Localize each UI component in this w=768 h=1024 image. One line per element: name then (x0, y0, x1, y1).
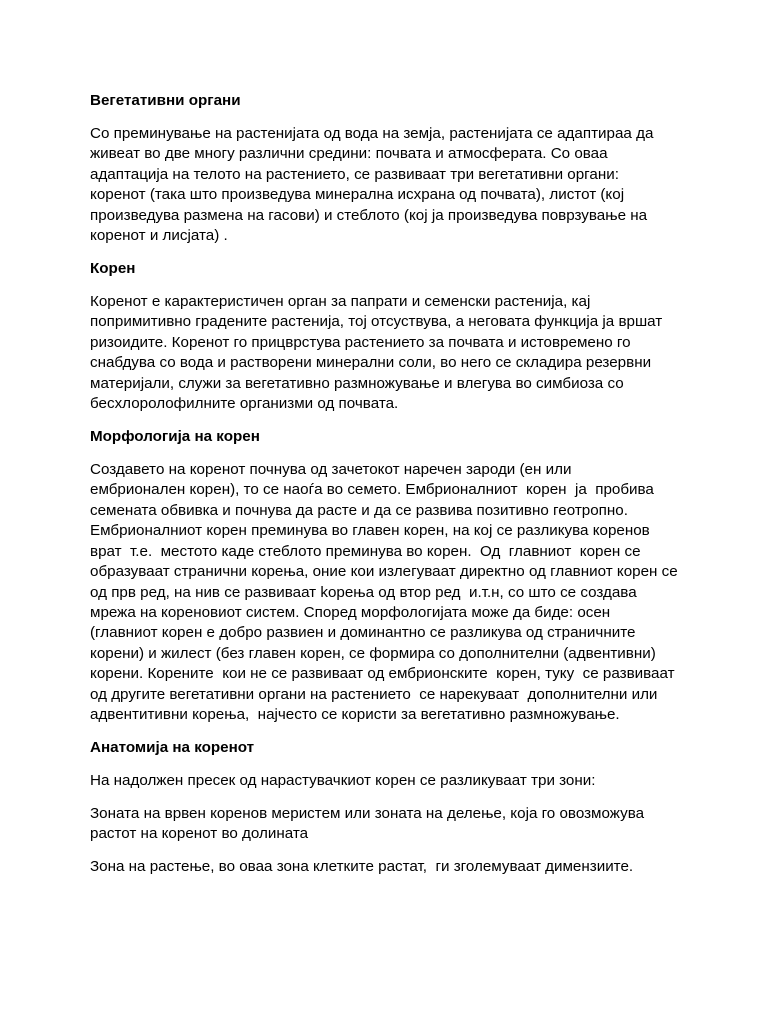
section-heading: Морфологија на корен (90, 428, 260, 446)
text-line: Зона на растење, во оваа зона клетките растат, ги зголемуваат димензиите. (90, 858, 634, 876)
text-line: корени. Корените кои не се развиваат од ембрионските корен, туку се развиваат (90, 665, 675, 683)
text-line: материјали, служи за вегетативно размножување и влегува во симбиоза со (90, 374, 624, 392)
paragraph (90, 460, 682, 725)
text-line: врат т.е. местото каде стеблото преминува во корен. Од главниот корен се (90, 542, 641, 560)
section-root-morphology (90, 427, 682, 725)
text-line: растот на коренот во долината (90, 825, 309, 843)
paragraph (90, 857, 682, 877)
text-line: Создаветo на коренот почнува од зачетокот наречен зароди (ен или (90, 461, 572, 479)
text-line: од другите вегетативни органи на растението се нарекуваат дополнителни или (90, 685, 658, 703)
section-heading: Вегетативни органи (90, 92, 241, 109)
paragraph (90, 804, 682, 845)
text-line: образуваат странични корења, оние кои излегуваат директно од главниот корен се (90, 563, 678, 581)
text-line: ризоидите. Коренот го прицврстува растението за почвата и истовремено го (90, 333, 631, 351)
text-line: бесхлоролофилните организми од почвата. (90, 395, 399, 413)
paragraph (90, 292, 682, 414)
paragraph (90, 771, 682, 791)
text-line: корени) и жилест (без главен корен, се формира со дополнителни (адвентивни) (90, 644, 656, 662)
text-line: коренот (така што произведува минерална исхрана од почвата), листот (кој (90, 186, 625, 204)
section-vegetative-organs (90, 91, 682, 246)
paragraph (90, 124, 682, 246)
text-line: семената обвивка и почнува да расте и да се развива позитивно геотропно. (90, 501, 628, 519)
section-heading: Корен (90, 260, 136, 278)
text-line: адаптација на телото на растението, се развиваат три вегетативни органи: (90, 165, 619, 183)
section-root-anatomy (90, 738, 682, 878)
text-line: мрежа на кореновиот систем. Според морфологијата може да биде: осен (90, 603, 611, 621)
text-line: адвентитивни корења, најчесто се користи за вегетативно размножување. (90, 705, 620, 723)
section-root (90, 259, 682, 414)
text-line: (главниот корен е добро развиен и доминантно се разликува од страничните (90, 624, 636, 642)
text-line: ембрионален корен), то се наоѓа во семето. Ембрионалниот корен ја пробива (90, 481, 654, 499)
section-heading: Анатомија на коренот (90, 738, 255, 756)
text-line: попримитивно градените растенија, тој отсуствува, а неговата функција ја вршат (90, 313, 663, 331)
text-line: снабдува со вода и растворени минерални соли, во него се складира резервни (90, 354, 652, 372)
text-line: Коренот е карактеристичен орган за папрати и семенски растенија, кај (90, 293, 591, 311)
text-line: Ембрионалниот корен преминува во главен корен, на кој се разликува коренов (90, 522, 650, 540)
document-page (90, 91, 682, 890)
text-line: Зоната на врвен коренов меристем или зоната на делење, која го овозможува (90, 804, 645, 822)
text-line: коренот и лисјата) . (90, 227, 228, 245)
text-line: живеат во две многу различни средини: почвата и атмосферата. Со оваа (90, 145, 608, 163)
text-line: од прв ред, на нив се развиваат kорења од втор ред и.т.н, со што се создава (90, 583, 637, 601)
text-line: произведува размена на гасови) и стеблото (кој ја произведува поврзување на (90, 206, 648, 224)
text-line: На надолжен пресек од нарастувачкиот корен се разликуваат три зони: (90, 771, 596, 789)
text-line: Со преминување на растенијата од вода на земја, растенијата се адаптираа да (90, 125, 654, 142)
